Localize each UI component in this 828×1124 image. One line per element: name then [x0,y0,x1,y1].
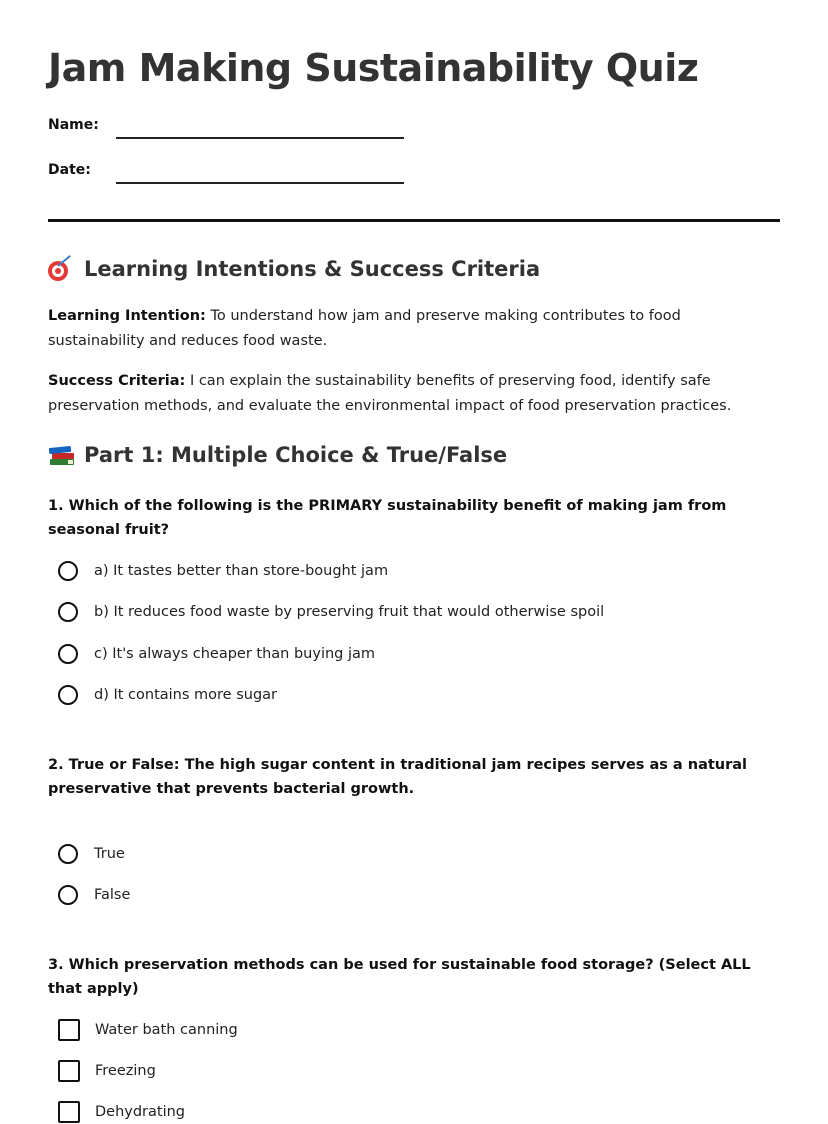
q2-option-false[interactable] [58,883,130,907]
q3-option-water-bath-canning[interactable] [58,1018,238,1042]
q3-option-freezing[interactable] [58,1059,156,1083]
success-criteria-text: I can explain the sustainability benefits of preserving food, identify safe preservation methods, and evaluate the environmental impact of food preservation practices. [48,373,732,414]
option-label: Freezing [95,1063,156,1079]
date-field [48,162,408,186]
learning-intention-text: To understand how jam and preserve making contributes to food sustainability and reduces food waste. [48,308,681,349]
q1-option-c[interactable] [58,642,375,666]
success-criteria-label: Success Criteria: [48,373,186,389]
checkbox[interactable] [58,1101,80,1123]
q2-option-true[interactable] [58,842,125,866]
learning-intention [48,304,780,354]
option-label: Water bath canning [95,1022,238,1038]
books-icon [48,443,76,467]
q1-option-b[interactable] [58,600,604,624]
learning-intention-label: Learning Intention: [48,308,206,324]
radio-button[interactable] [58,885,78,905]
learning-heading-text: Learning Intentions & Success Criteria [84,257,541,281]
option-label: b) It reduces food waste by preserving fruit that would otherwise spoil [94,604,605,620]
checkbox[interactable] [58,1019,80,1041]
question-2: 2. True or False: The high sugar content in traditional jam recipes serves as a natural preservative that prevents bacterial growth. [48,757,748,797]
option-label: a) It tastes better than store-bought jam [94,563,389,579]
radio-button[interactable] [58,561,78,581]
option-label: c) It's always cheaper than buying jam [94,646,376,662]
radio-button[interactable] [58,602,78,622]
question-3: 3. Which preservation methods can be used for sustainable food storage? (Select ALL that apply) [48,957,751,997]
name-label: Name: [48,117,99,133]
target-icon [48,257,76,281]
radio-button[interactable] [58,685,78,705]
option-label: True [94,846,125,862]
checkbox[interactable] [58,1060,80,1082]
option-label: False [94,887,131,903]
radio-button[interactable] [58,644,78,664]
part1-heading-text: Part 1: Multiple Choice & True/False [84,443,508,467]
option-label: d) It contains more sugar [94,687,277,703]
q1-option-d[interactable] [58,683,277,707]
success-criteria [48,369,780,419]
date-label: Date: [48,162,91,178]
page-title: Jam Making Sustainability Quiz [48,46,699,90]
part1-heading [48,443,507,467]
option-label: Dehydrating [95,1104,186,1120]
header-divider [48,219,780,222]
learning-heading [48,257,540,281]
name-field [48,117,408,141]
q3-option-dehydrating[interactable] [58,1100,185,1124]
name-input-line[interactable] [116,137,404,139]
date-input-line[interactable] [116,182,404,184]
radio-button[interactable] [58,844,78,864]
q1-option-a[interactable] [58,559,388,583]
question-1: 1. Which of the following is the PRIMARY sustainability benefit of making jam from seasonal fruit? [48,498,727,538]
